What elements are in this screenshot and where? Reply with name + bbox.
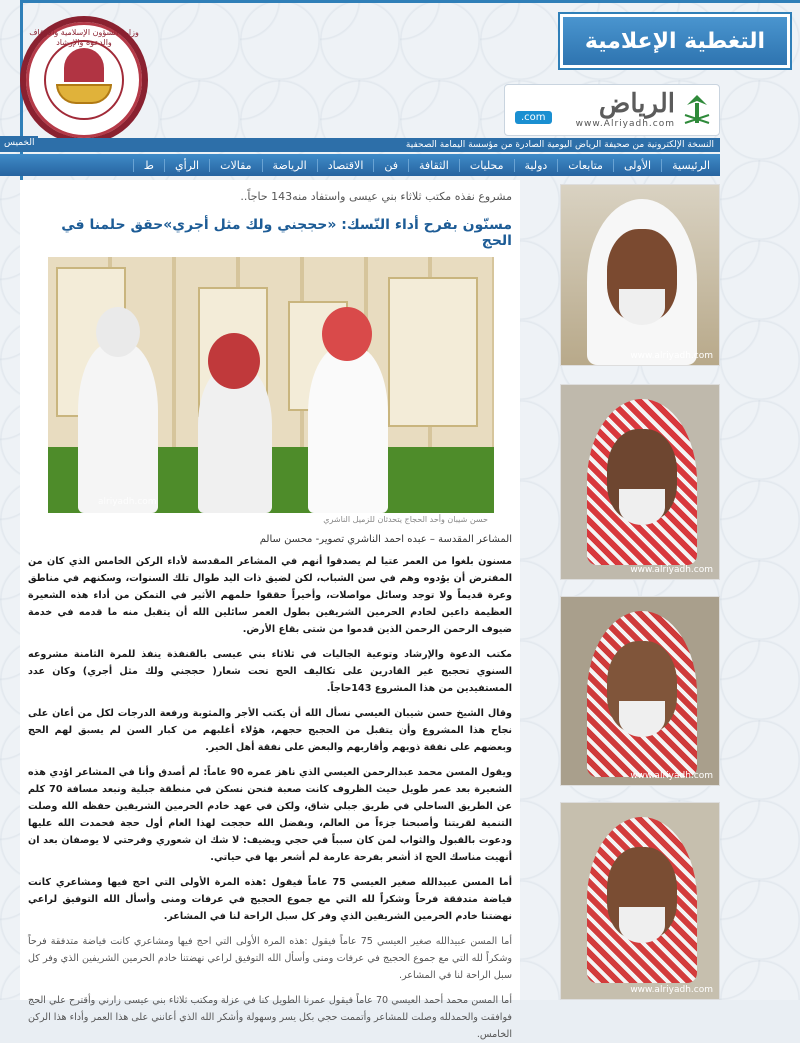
side-photo-watermark: www.alriyadh.com: [630, 351, 713, 361]
article-byline: المشاعر المقدسة – عبده احمد الناشري تصوير- محسن سالم: [259, 534, 512, 545]
article-paragraph: وقال الشيخ حسن شيبان العيسي نسأل الله أن يكتب الأجر والمثوبة ورفعة الدرجات لكل من أعان على نجاح هذا المشروع وأن يتقبل من الحجيج حجهم، هؤلاء أغلبهم من كبار السن لم يسبق لهم الحج وبعضهم على نفقة ذويهم وأقاربهم والبعض على نفقة أهل الخير.: [28, 708, 512, 753]
photo-person-head: [208, 333, 260, 389]
side-photo-watermark: www.alriyadh.com: [630, 565, 713, 575]
side-photo-beard: [619, 701, 665, 737]
side-photo-beard: [619, 289, 665, 325]
coverage-banner: [560, 14, 790, 68]
masthead-url: www.Alriyadh.com: [575, 119, 675, 129]
article-headline[interactable]: مسنّون بفرح أداء النّسك: «حججني ولك مثل أجري»حقق حلمنا في الحج: [61, 217, 512, 249]
dotcom-badge: .com: [515, 111, 552, 124]
article-paragraph: أما المسن عبيدالله صغير العيسي 75 عاماً فيقول :هذه المرة الأولى التي احج فيها ومشاعري كانت فياضة متدفقة فرحاً وشكراً لله التي مع جموع الحجيج في عرفات ومنى وأسأل الله التوفيق لراعي نهضتنا خادم الحرمين الشريفين الذي وفر كل سبل الراحة لنا في المشاعر.: [28, 877, 512, 922]
nav-item-home[interactable]: الرئيسية: [661, 159, 720, 172]
side-photo-2: [560, 384, 720, 580]
nav-item-followups[interactable]: متابعات: [557, 159, 613, 172]
mosque-arch-icon: [64, 48, 104, 82]
photo-caption: حسن شيبان وأحد الحجاج يتحدثان للزميل الناشري: [323, 515, 488, 524]
palm-swords-icon: [683, 93, 711, 127]
side-photo-1: [560, 184, 720, 366]
nav-item-local[interactable]: محليات: [459, 159, 514, 172]
side-photo-4: [560, 802, 720, 1000]
masthead-tagline: النسخة الإلكترونية من صحيفة الرياض اليومية الصادرة من مؤسسة اليمامة الصحفية: [0, 138, 720, 152]
article: [20, 180, 520, 1040]
article-main-photo: [48, 257, 494, 513]
photo-person: [308, 347, 388, 513]
side-photo-3: [560, 596, 720, 786]
photo-person-head: [322, 307, 372, 361]
side-photo-beard: [619, 489, 665, 525]
photo-watermark: alriyadh.com: [98, 497, 157, 507]
article-paragraph: مسنون بلغوا من العمر عتيا لم يصدقوا أنهم في المشاعر المقدسة لأداء الركن الخامس الذي كان من المفترض أن يؤدوه وهم في سن الشباب، لكن لضيق ذات اليد طوال تلك السنوات، وسكنهم في مناطق وعرة قديماً ولا توجد وسائل مواصلات، وأخيراً حققوا حلمهم الأثير في التمكن من أداء هذه الشعيرة العظيمة داعين لخادم الحرمين الشريفين بطول العمر سائلين الله أن يتقبل منه ما قدمه في خدمة ضيوف الرحمن الرحمن الذين قدموا من شتى بقاع الأرض.: [28, 556, 512, 635]
main-navbar: [0, 154, 720, 176]
nav-item-articles[interactable]: مقالات: [209, 159, 261, 172]
newspaper-header: [0, 84, 720, 180]
nav-item-more[interactable]: ط: [133, 159, 164, 172]
masthead[interactable]: [504, 84, 720, 136]
nav-item-economy[interactable]: الاقتصاد: [317, 159, 374, 172]
nav-item-international[interactable]: دولية: [514, 159, 558, 172]
article-paragraph: أما المسن محمد أحمد العيسي 70 عاماً فيقول عمرنا الطويل كنا في عزلة ومكتب ثلاثاء بني عيسى زارني وأقترح علي الحج فوافقت والحمدلله وصلت للمشاعر وأتممت حجي بكل يسر وسهولة وأشكر الله الذي أعانني على هذا العمر وأداء هذا الركن الخامس.: [27, 995, 512, 1040]
nav-item-sports[interactable]: الرياضة: [262, 159, 317, 172]
article-kicker: مشروع نفذه مكتب ثلاثاء بني عيسى واستفاد منه143 حاجاً..: [240, 190, 512, 203]
masthead-name: الرياض: [598, 89, 675, 119]
nav-item-culture[interactable]: الثقافة: [408, 159, 459, 172]
nav-item-first[interactable]: الأولى: [613, 159, 661, 172]
side-photo-beard: [619, 907, 665, 943]
nav-item-opinion[interactable]: الرأي: [164, 159, 209, 172]
photo-person-head: [96, 307, 140, 357]
nav-item-art[interactable]: فن: [373, 159, 408, 172]
article-paragraph: أما المسن عبيدالله صغير العيسي 75 عاماً فيقول :هذه المرة الأولى التي احج فيها ومشاعري كانت فياضة متدفقة فرحاً وشكراً لله التي مع جموع الحجيج في عرفات ومنى وأسأل الله التوفيق لراعي نهضتنا خادم الحرمين الشريفين الذي وفر كل سبل الراحة لنا في المشاعر.: [28, 936, 512, 981]
side-photo-watermark: www.alriyadh.com: [630, 985, 713, 995]
coverage-title: التغطية الإعلامية: [584, 28, 766, 54]
date-label: الخميس: [0, 136, 38, 150]
photo-poster: [388, 277, 478, 427]
side-photo-watermark: www.alriyadh.com: [630, 771, 713, 781]
photo-person: [78, 343, 158, 513]
article-paragraph: ويقول المسن محمد عبدالرحمن العيسي الذي ناهز عمره 90 عاماً: لم أصدق وأنا في المشاعر اؤدي هذه الشعيرة بعد عمر طويل حيث الظروف كانت صعبة فنحن نسكن في منطقة جبلية ونبعد مسافة 70 كلم عن الطريق الساحلي في طريق جبلي شاق، ولكن في عهد خادم الحرمين الشريفين حفظه الله وصلت التنمية لقريتنا وأصبحنا جزءاً من العالم، وبفضل الله حججت لهذا العام أول حجة فحمدت الله عليها ودعوت بالقبول والثواب لمن كان سبباً في حجي ويضيف: لا شك ان شعوري وفرحتي لا يوصفان بعد ان أنهيت مناسك الحج اذ أشعر بفرحة عارمة لم أشعر بها في حياتي.: [28, 767, 513, 863]
article-paragraph: مكتب الدعوة والإرشاد وتوعية الجاليات في ثلاثاء بني عيسى بالقنفذة ينفذ للمرة الثامنة مشروعه السنوي تحجيج غير القادرين على تكاليف الحج تحت شعار( حججني ولك مثل أجري) وكان عدد المستفيدين من هذا المشروع 143حاجاً.: [28, 649, 512, 694]
logo-text: وزارة الشؤون الإسلامية والأوقاف والدعوة والإرشاد: [29, 28, 139, 47]
